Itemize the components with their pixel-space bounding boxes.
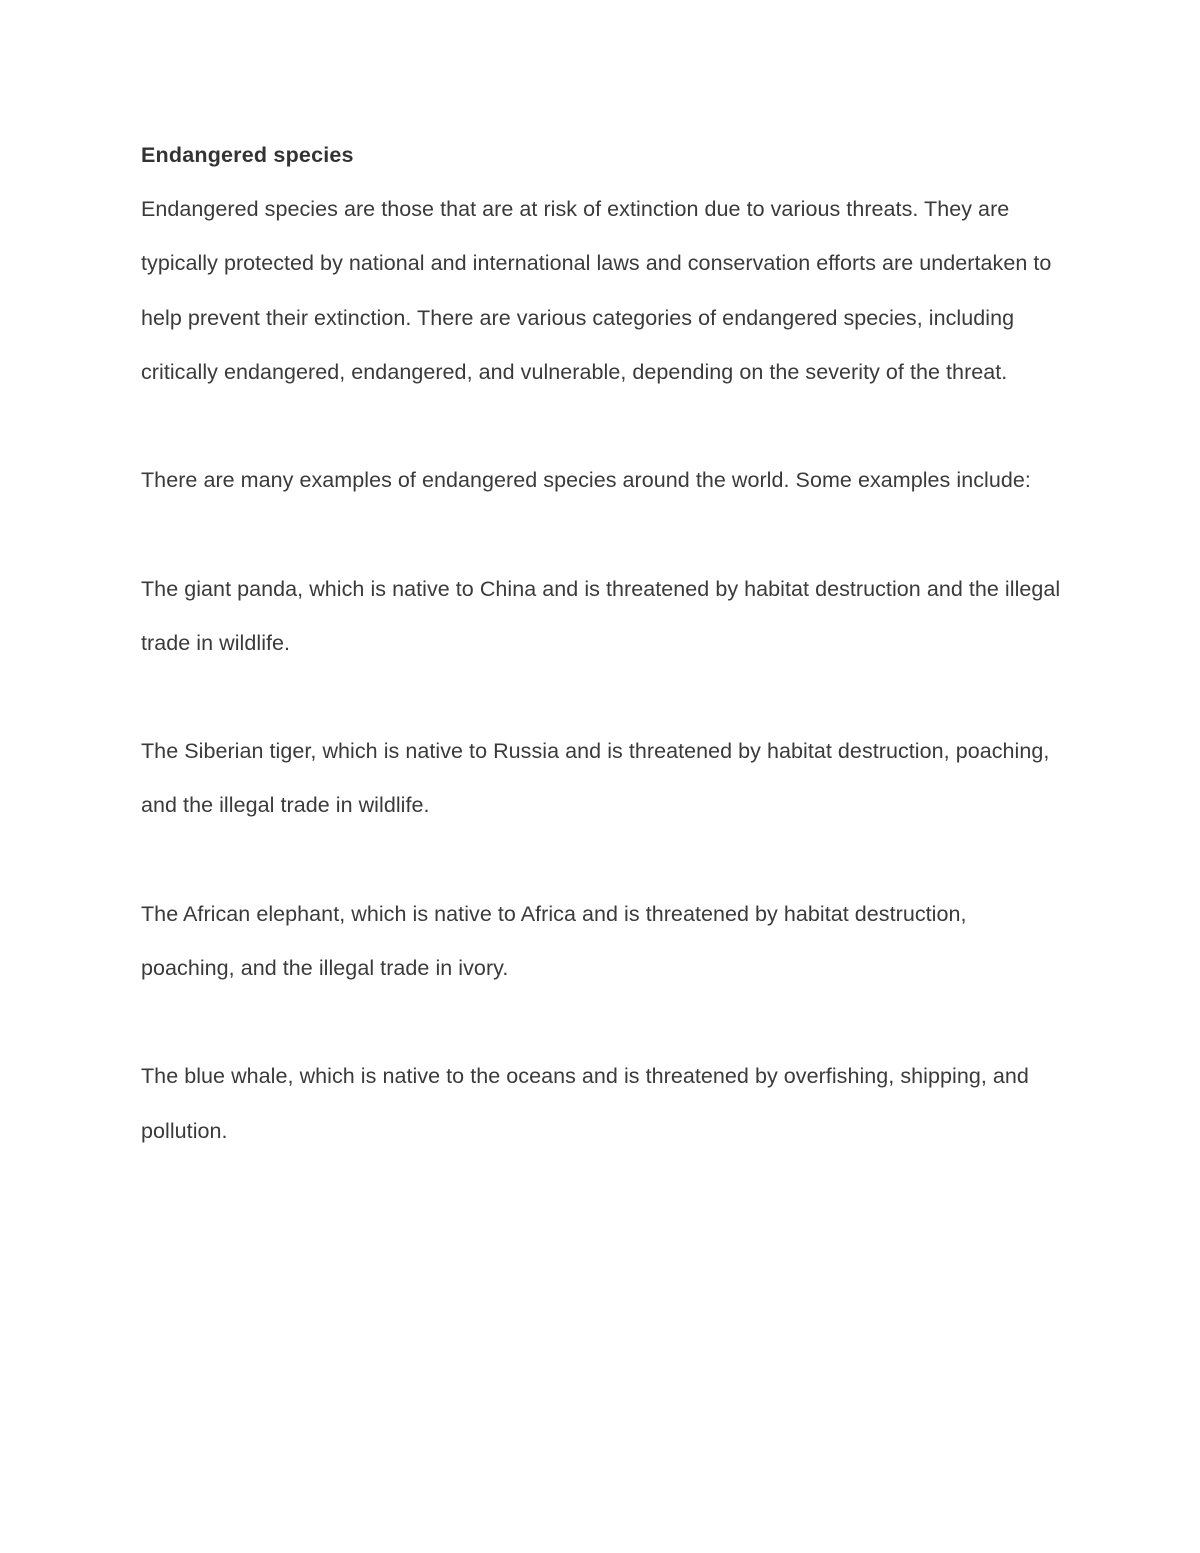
paragraph-spacer (141, 670, 1061, 724)
document-title: Endangered species (141, 143, 354, 167)
document-body (141, 128, 1061, 1158)
paragraph-spacer (141, 399, 1061, 453)
paragraph-intro: Endangered species are those that are at risk of extinction due to various threats. They are typically protected by national and international laws and conservation efforts are undertaken to help prevent their extinction. There are various categories of endangered species, including critically endangered, endangered, and vulnerable, depending on the severity of the threat. (141, 197, 1052, 384)
paragraph-giant-panda: The giant panda, which is native to China and is threatened by habitat destruction and the illegal trade in wildlife. (141, 576, 1061, 655)
paragraph-african-elephant: The African elephant, which is native to Africa and is threatened by habitat destruction, poaching, and the illegal trade in ivory. (141, 901, 967, 980)
paragraph-blue-whale: The blue whale, which is native to the oceans and is threatened by overfishing, shipping, and pollution. (141, 1064, 1029, 1143)
paragraph-spacer (141, 995, 1061, 1049)
paragraph-spacer (141, 507, 1061, 561)
paragraph-siberian-tiger: The Siberian tiger, which is native to Russia and is threatened by habitat destruction, poaching, and the illegal trade in wildlife. (141, 739, 1050, 818)
paragraph-spacer (141, 833, 1061, 887)
paragraph-examples-lead: There are many examples of endangered species around the world. Some examples include: (141, 468, 1031, 493)
